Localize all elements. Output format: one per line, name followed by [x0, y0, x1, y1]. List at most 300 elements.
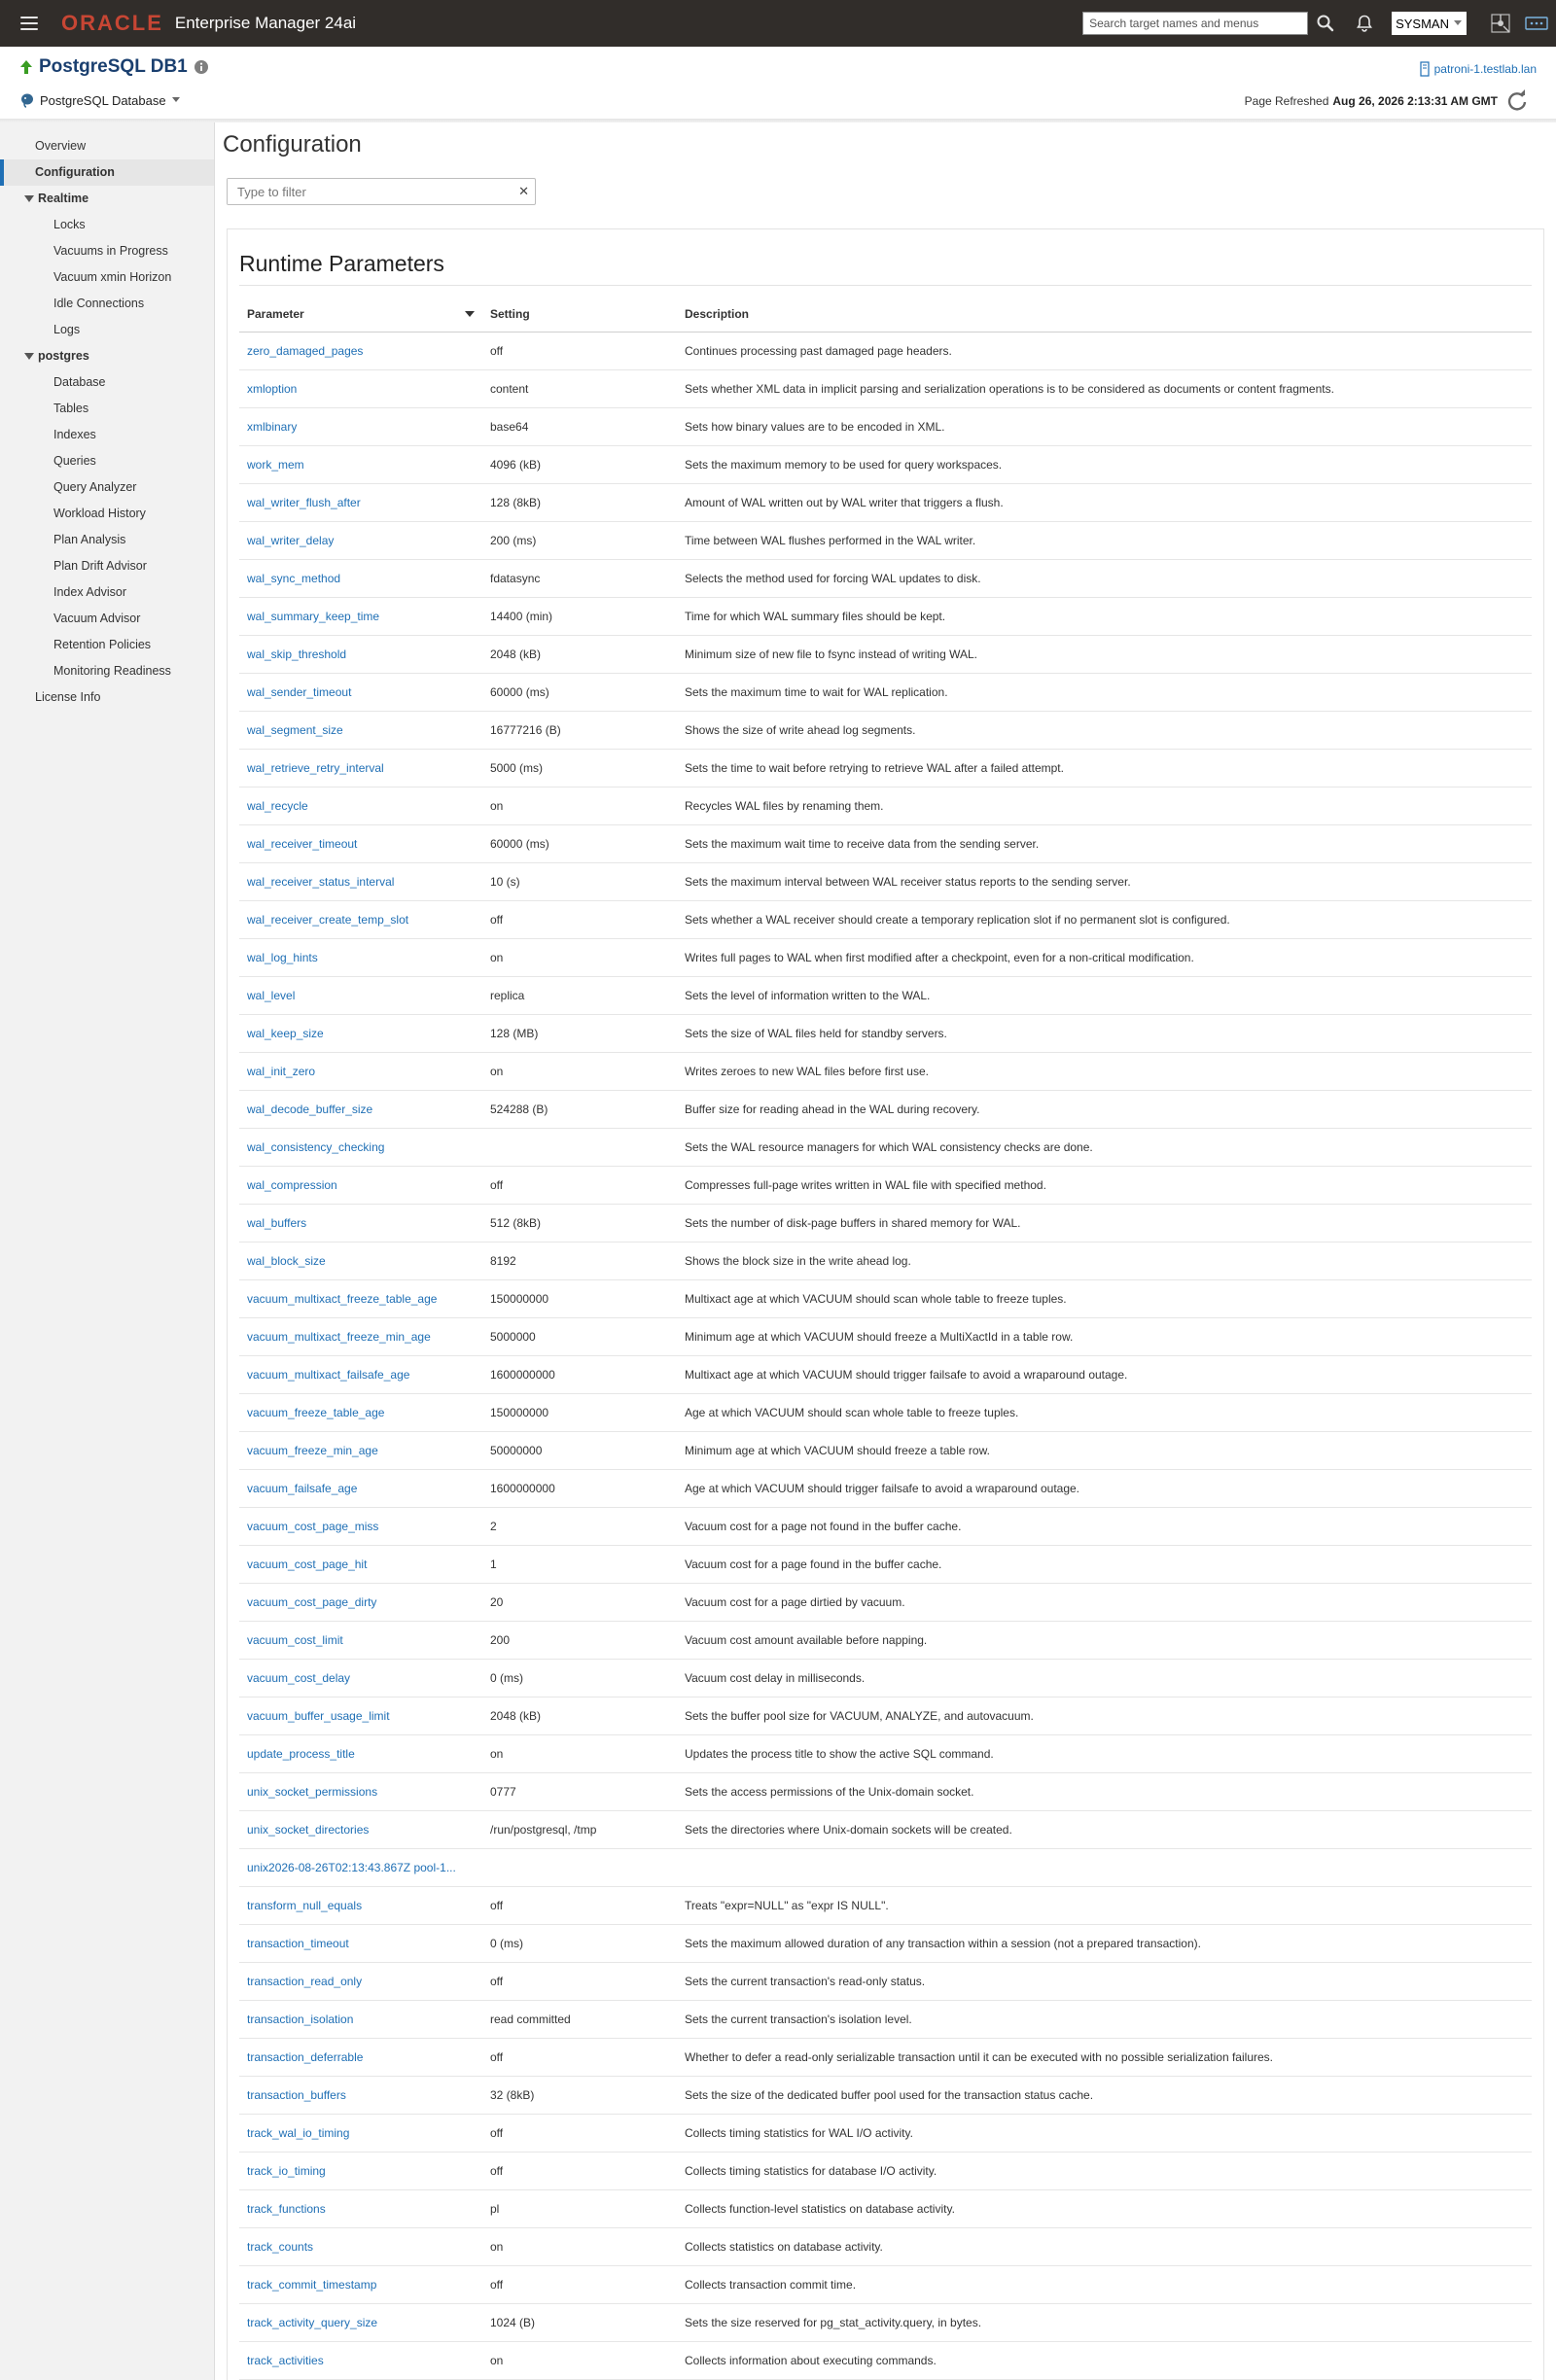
cell-description: Recycles WAL files by renaming them.	[677, 788, 1532, 825]
cell-parameter[interactable]: wal_decode_buffer_size	[239, 1091, 482, 1129]
cell-setting: 200 (ms)	[482, 522, 677, 560]
table-row	[239, 939, 1532, 977]
table-row	[239, 1508, 1532, 1546]
connector-icon[interactable]	[1490, 13, 1511, 34]
cell-parameter[interactable]: wal_consistency_checking	[239, 1129, 482, 1167]
host-link[interactable]	[1420, 61, 1537, 77]
cell-setting: off	[482, 2152, 677, 2190]
table-row	[239, 1849, 1532, 1887]
table-row	[239, 788, 1532, 825]
cell-setting: 150000000	[482, 1394, 677, 1432]
sidebar-item-label: Plan Drift Advisor	[53, 559, 147, 573]
sidebar-item-plan-analysis[interactable]	[0, 527, 214, 553]
table-row	[239, 560, 1532, 598]
cell-setting: /run/postgresql, /tmp	[482, 1811, 677, 1849]
table-row	[239, 1432, 1532, 1470]
cell-setting: 2	[482, 1508, 677, 1546]
target-type-menu[interactable]	[19, 92, 181, 108]
sidebar-item-monitoring-readiness[interactable]	[0, 658, 214, 684]
sidebar-item-workload-history[interactable]	[0, 501, 214, 527]
cell-description: Amount of WAL written out by WAL writer that triggers a flush.	[677, 484, 1532, 522]
target-title	[19, 56, 209, 78]
cell-setting: 4096 (kB)	[482, 446, 677, 484]
sidebar-item-logs[interactable]	[0, 317, 214, 343]
cell-description: Shows the size of write ahead log segments.	[677, 712, 1532, 750]
table-row	[239, 1015, 1532, 1053]
sidebar-item-label: Plan Analysis	[53, 533, 126, 546]
column-header-parameter[interactable]	[239, 297, 482, 332]
table-row	[239, 446, 1532, 484]
cell-parameter[interactable]: wal_writer_flush_after	[239, 484, 482, 522]
global-search-input[interactable]	[1082, 12, 1308, 35]
refresh-label: Page Refreshed	[1244, 94, 1329, 108]
table-row	[239, 370, 1532, 408]
cell-description: Sets the access permissions of the Unix-domain socket.	[677, 1773, 1532, 1811]
cell-description: Selects the method used for forcing WAL updates to disk.	[677, 560, 1532, 598]
cell-parameter[interactable]: transaction_isolation	[239, 2001, 482, 2039]
sidebar-item-label: License Info	[35, 690, 101, 704]
cell-parameter[interactable]: vacuum_cost_limit	[239, 1622, 482, 1660]
sidebar-item-label: Monitoring Readiness	[53, 664, 171, 678]
sidebar-item-label: Index Advisor	[53, 585, 127, 599]
page-title: Configuration	[223, 131, 362, 158]
cell-description: Buffer size for reading ahead in the WAL during recovery.	[677, 1091, 1532, 1129]
table-row	[239, 1546, 1532, 1584]
table-row	[239, 1735, 1532, 1773]
sidebar-item-vacuum-advisor[interactable]	[0, 606, 214, 632]
cell-setting: off	[482, 2039, 677, 2077]
table-row	[239, 1660, 1532, 1698]
cell-setting	[482, 1849, 677, 1887]
sidebar-item-database[interactable]	[0, 369, 214, 396]
page-refreshed	[1245, 89, 1529, 113]
info-icon[interactable]	[194, 59, 209, 75]
postgres-icon	[19, 92, 35, 108]
sidebar-item-label: Idle Connections	[53, 297, 145, 310]
table-row	[239, 712, 1532, 750]
cell-description: Continues processing past damaged page headers.	[677, 332, 1532, 370]
cell-setting: 16777216 (B)	[482, 712, 677, 750]
table-row	[239, 598, 1532, 636]
table-row	[239, 636, 1532, 674]
cell-parameter[interactable]: vacuum_multixact_failsafe_age	[239, 1356, 482, 1394]
sidebar-item-label: Vacuum Advisor	[53, 612, 141, 625]
cell-parameter[interactable]: transaction_timeout	[239, 1925, 482, 1963]
cell-setting: base64	[482, 408, 677, 446]
table-row	[239, 1280, 1532, 1318]
cell-description: Sets whether a WAL receiver should create a temporary replication slot if no permanent slot is configured.	[677, 901, 1532, 939]
cell-setting: 5000000	[482, 1318, 677, 1356]
table-row	[239, 2039, 1532, 2077]
table-header-row	[239, 297, 1532, 332]
filter-input[interactable]	[228, 179, 519, 204]
cell-parameter[interactable]: wal_retrieve_retry_interval	[239, 750, 482, 788]
sidebar-item-license-info[interactable]	[0, 684, 214, 711]
main-content	[214, 122, 1556, 2380]
sidebar-item-vacuums-in-progress[interactable]	[0, 238, 214, 264]
cell-setting: 1600000000	[482, 1356, 677, 1394]
expand-triangle-icon[interactable]	[24, 195, 34, 202]
cell-description: Sets the buffer pool size for VACUUM, ANALYZE, and autovacuum.	[677, 1698, 1532, 1735]
table-row	[239, 408, 1532, 446]
cell-description: Collects information about executing commands.	[677, 2342, 1532, 2380]
table-row	[239, 1167, 1532, 1205]
cell-description: Sets the level of information written to the WAL.	[677, 977, 1532, 1015]
sidebar-item-idle-connections[interactable]	[0, 291, 214, 317]
cell-description: Minimum size of new file to fsync instead of writing WAL.	[677, 636, 1532, 674]
cell-parameter[interactable]: wal_init_zero	[239, 1053, 482, 1091]
cell-parameter[interactable]: xmlbinary	[239, 408, 482, 446]
cell-description: Sets the maximum time to wait for WAL replication.	[677, 674, 1532, 712]
table-row	[239, 825, 1532, 863]
cell-setting: 150000000	[482, 1280, 677, 1318]
app-title: Enterprise Manager 24ai	[174, 14, 357, 32]
cell-parameter[interactable]: unix_socket_permissions	[239, 1773, 482, 1811]
table-row	[239, 1622, 1532, 1660]
sort-caret-icon[interactable]	[465, 311, 475, 317]
refresh-icon[interactable]	[1505, 89, 1529, 113]
table-row	[239, 1584, 1532, 1622]
cell-parameter[interactable]: track_commit_timestamp	[239, 2266, 482, 2304]
top-bar	[0, 0, 1556, 47]
sidebar-item-plan-drift-advisor[interactable]	[0, 553, 214, 579]
cell-parameter[interactable]: track_counts	[239, 2228, 482, 2266]
cell-parameter[interactable]: vacuum_cost_delay	[239, 1660, 482, 1698]
table-row	[239, 484, 1532, 522]
cell-parameter[interactable]: wal_sync_method	[239, 560, 482, 598]
table-row	[239, 1698, 1532, 1735]
cell-parameter[interactable]: track_activity_query_size	[239, 2304, 482, 2342]
cell-setting: on	[482, 1053, 677, 1091]
cell-parameter[interactable]: vacuum_buffer_usage_limit	[239, 1698, 482, 1735]
header-shadow	[0, 119, 1556, 122]
table-row	[239, 522, 1532, 560]
cell-description: Vacuum cost amount available before napping.	[677, 1622, 1532, 1660]
sidebar-item-retention-policies[interactable]	[0, 632, 214, 658]
cell-setting: 200	[482, 1622, 677, 1660]
host-name: patroni-1.testlab.lan	[1433, 62, 1537, 76]
cell-description: Vacuum cost for a page found in the buffer cache.	[677, 1546, 1532, 1584]
up-arrow-icon	[19, 59, 33, 75]
table-row	[239, 2115, 1532, 2152]
sidebar-item-configuration[interactable]	[0, 159, 214, 186]
sidebar-item-query-analyzer[interactable]	[0, 474, 214, 501]
table-row	[239, 674, 1532, 712]
cell-setting: 50000000	[482, 1432, 677, 1470]
sidebar-item-locks[interactable]	[0, 212, 214, 238]
cell-parameter[interactable]: vacuum_multixact_freeze_min_age	[239, 1318, 482, 1356]
user-menu-button[interactable]	[1392, 12, 1467, 35]
cell-description: Whether to defer a read-only serializable transaction until it can be executed with no possible serialization failures.	[677, 2039, 1532, 2077]
cell-parameter[interactable]: wal_receiver_create_temp_slot	[239, 901, 482, 939]
cell-description: Sets how binary values are to be encoded in XML.	[677, 408, 1532, 446]
sidebar-item-label: Logs	[53, 323, 81, 336]
sidebar-item-label: Locks	[53, 218, 86, 231]
table-row	[239, 901, 1532, 939]
table-row	[239, 2077, 1532, 2115]
sidebar-item-label: Vacuums in Progress	[53, 244, 168, 258]
cell-description: Sets the size of WAL files held for standby servers.	[677, 1015, 1532, 1053]
refresh-time: Aug 26, 2026 2:13:31 AM GMT	[1332, 94, 1498, 108]
cell-setting: 8192	[482, 1242, 677, 1280]
cell-setting: 128 (MB)	[482, 1015, 677, 1053]
sidebar-item-label: Workload History	[53, 507, 146, 520]
cell-setting: 14400 (min)	[482, 598, 677, 636]
sidebar-item-label: Vacuum xmin Horizon	[53, 270, 172, 284]
cell-setting: off	[482, 1963, 677, 2001]
sidebar-item-label: Indexes	[53, 428, 96, 441]
table-row	[239, 2190, 1532, 2228]
sidebar-item-overview[interactable]	[0, 133, 214, 159]
search-icon[interactable]	[1314, 12, 1337, 35]
cell-parameter[interactable]: track_functions	[239, 2190, 482, 2228]
cell-setting: 0 (ms)	[482, 1660, 677, 1698]
cell-setting: on	[482, 2342, 677, 2380]
cell-parameter[interactable]: zero_damaged_pages	[239, 332, 482, 370]
chevron-down-icon	[1453, 19, 1463, 27]
table-row	[239, 1811, 1532, 1849]
cell-setting: 60000 (ms)	[482, 674, 677, 712]
cell-setting: 1600000000	[482, 1470, 677, 1508]
cell-setting: 524288 (B)	[482, 1091, 677, 1129]
cell-description: Updates the process title to show the active SQL command.	[677, 1735, 1532, 1773]
expand-triangle-icon[interactable]	[24, 353, 34, 360]
cell-setting: 0 (ms)	[482, 1925, 677, 1963]
section-divider	[239, 285, 1532, 286]
cell-description: Minimum age at which VACUUM should freeze a MultiXactId in a table row.	[677, 1318, 1532, 1356]
cell-setting: 20	[482, 1584, 677, 1622]
sidebar-item-realtime[interactable]	[0, 186, 214, 212]
table-row	[239, 2228, 1532, 2266]
cell-description: Collects statistics on database activity.	[677, 2228, 1532, 2266]
cell-setting: off	[482, 2266, 677, 2304]
host-icon	[1420, 61, 1430, 77]
table-row	[239, 863, 1532, 901]
cell-description: Sets the maximum wait time to receive data from the sending server.	[677, 825, 1532, 863]
target-type-label: PostgreSQL Database	[40, 92, 166, 108]
sidebar-item-label: postgres	[38, 349, 89, 363]
cell-description: Sets the current transaction's read-only status.	[677, 1963, 1532, 2001]
sidebar-item-index-advisor[interactable]	[0, 579, 214, 606]
cell-description: Treats "expr=NULL" as "expr IS NULL".	[677, 1887, 1532, 1925]
cell-parameter[interactable]: track_activities	[239, 2342, 482, 2380]
cell-parameter[interactable]: wal_summary_keep_time	[239, 598, 482, 636]
cell-setting: on	[482, 2228, 677, 2266]
cell-parameter[interactable]: unix2026-08-26T02:13:43.867Z pool-1...	[239, 1849, 482, 1887]
table-row	[239, 1394, 1532, 1432]
column-label: Parameter	[247, 307, 304, 321]
cell-setting: off	[482, 332, 677, 370]
table-row	[239, 1129, 1532, 1167]
cell-description: Sets the time to wait before retrying to retrieve WAL after a failed attempt.	[677, 750, 1532, 788]
table-row	[239, 2001, 1532, 2039]
cell-description: Vacuum cost delay in milliseconds.	[677, 1660, 1532, 1698]
cell-description: Age at which VACUUM should scan whole table to freeze tuples.	[677, 1394, 1532, 1432]
sidebar-item-label: Realtime	[38, 192, 89, 205]
cell-description: Collects transaction commit time.	[677, 2266, 1532, 2304]
cell-parameter[interactable]: unix_socket_directories	[239, 1811, 482, 1849]
cell-setting: on	[482, 939, 677, 977]
cell-parameter[interactable]: wal_keep_size	[239, 1015, 482, 1053]
cell-parameter[interactable]: track_wal_io_timing	[239, 2115, 482, 2152]
cell-description: Collects function-level statistics on database activity.	[677, 2190, 1532, 2228]
filter-box	[227, 178, 536, 205]
sidebar-item-indexes[interactable]	[0, 422, 214, 448]
page-layout	[0, 120, 1556, 2380]
cell-description: Sets the directories where Unix-domain sockets will be created.	[677, 1811, 1532, 1849]
cell-setting	[482, 1129, 677, 1167]
target-name[interactable]: PostgreSQL DB1	[39, 56, 188, 77]
cell-description: Sets whether XML data in implicit parsing and serialization operations is to be considered as documents or content fragments.	[677, 370, 1532, 408]
cell-setting: pl	[482, 2190, 677, 2228]
cell-parameter[interactable]: wal_block_size	[239, 1242, 482, 1280]
cell-setting: 1024 (B)	[482, 2304, 677, 2342]
cell-parameter[interactable]: wal_log_hints	[239, 939, 482, 977]
cell-parameter[interactable]: vacuum_failsafe_age	[239, 1470, 482, 1508]
sidebar-item-queries[interactable]	[0, 448, 214, 474]
cell-description: Sets the WAL resource managers for which WAL consistency checks are done.	[677, 1129, 1532, 1167]
cell-setting: 2048 (kB)	[482, 636, 677, 674]
sidebar-item-label: Queries	[53, 454, 96, 468]
table-row	[239, 2342, 1532, 2380]
cell-parameter[interactable]: wal_receiver_timeout	[239, 825, 482, 863]
cell-setting: 2048 (kB)	[482, 1698, 677, 1735]
cell-setting: replica	[482, 977, 677, 1015]
cell-setting: 128 (8kB)	[482, 484, 677, 522]
cell-parameter[interactable]: wal_skip_threshold	[239, 636, 482, 674]
cell-description: Collects timing statistics for database I/O activity.	[677, 2152, 1532, 2190]
apps-icon[interactable]	[1525, 12, 1548, 35]
table-row	[239, 2152, 1532, 2190]
cell-setting: 32 (8kB)	[482, 2077, 677, 2115]
cell-setting: 10 (s)	[482, 863, 677, 901]
cell-parameter[interactable]: wal_recycle	[239, 788, 482, 825]
column-header-description[interactable]: Description	[677, 297, 1532, 332]
cell-parameter[interactable]: wal_segment_size	[239, 712, 482, 750]
table-row	[239, 1773, 1532, 1811]
table-row	[239, 1470, 1532, 1508]
cell-description: Multixact age at which VACUUM should scan whole table to freeze tuples.	[677, 1280, 1532, 1318]
cell-description: Sets the maximum memory to be used for query workspaces.	[677, 446, 1532, 484]
table-row	[239, 977, 1532, 1015]
cell-parameter[interactable]: vacuum_cost_page_dirty	[239, 1584, 482, 1622]
cell-setting: off	[482, 2115, 677, 2152]
cell-parameter[interactable]: xmloption	[239, 370, 482, 408]
sidebar-item-vacuum-xmin-horizon[interactable]	[0, 264, 214, 291]
table-row	[239, 2304, 1532, 2342]
cell-setting: on	[482, 788, 677, 825]
cell-parameter[interactable]: wal_sender_timeout	[239, 674, 482, 712]
cell-parameter[interactable]: transform_null_equals	[239, 1887, 482, 1925]
cell-description: Sets the current transaction's isolation level.	[677, 2001, 1532, 2039]
sidebar-item-label: Overview	[35, 139, 87, 153]
table-row	[239, 1205, 1532, 1242]
cell-description: Vacuum cost for a page not found in the buffer cache.	[677, 1508, 1532, 1546]
section-title: Runtime Parameters	[239, 251, 444, 276]
cell-setting: off	[482, 901, 677, 939]
cell-description: Minimum age at which VACUUM should freeze a table row.	[677, 1432, 1532, 1470]
cell-parameter[interactable]: transaction_buffers	[239, 2077, 482, 2115]
cell-setting: 5000 (ms)	[482, 750, 677, 788]
sidebar-item-label: Configuration	[35, 165, 115, 179]
cell-parameter[interactable]: vacuum_multixact_freeze_table_age	[239, 1280, 482, 1318]
target-header	[0, 47, 1556, 120]
cell-description: Writes zeroes to new WAL files before first use.	[677, 1053, 1532, 1091]
cell-setting: off	[482, 1887, 677, 1925]
cell-parameter[interactable]: wal_buffers	[239, 1205, 482, 1242]
cell-setting: on	[482, 1735, 677, 1773]
cell-parameter[interactable]: track_io_timing	[239, 2152, 482, 2190]
cell-parameter[interactable]: work_mem	[239, 446, 482, 484]
cell-parameter[interactable]: vacuum_cost_page_miss	[239, 1508, 482, 1546]
cell-setting: 0777	[482, 1773, 677, 1811]
cell-parameter[interactable]: wal_receiver_status_interval	[239, 863, 482, 901]
cell-setting: read committed	[482, 2001, 677, 2039]
cell-parameter[interactable]: vacuum_freeze_min_age	[239, 1432, 482, 1470]
cell-description: Writes full pages to WAL when first modified after a checkpoint, even for a non-critical modification.	[677, 939, 1532, 977]
cell-description: Multixact age at which VACUUM should trigger failsafe to avoid a wraparound outage.	[677, 1356, 1532, 1394]
table-row	[239, 1925, 1532, 1963]
cell-parameter[interactable]: wal_compression	[239, 1167, 482, 1205]
cell-parameter[interactable]: vacuum_cost_page_hit	[239, 1546, 482, 1584]
column-header-setting[interactable]: Setting	[482, 297, 677, 332]
sidebar-nav	[0, 120, 214, 2380]
table-row	[239, 1242, 1532, 1280]
table-row	[239, 1053, 1532, 1091]
sidebar-item-label: Query Analyzer	[53, 480, 137, 494]
cell-setting: content	[482, 370, 677, 408]
cell-parameter[interactable]: vacuum_freeze_table_age	[239, 1394, 482, 1432]
cell-description: Sets the number of disk-page buffers in shared memory for WAL.	[677, 1205, 1532, 1242]
table-row	[239, 1887, 1532, 1925]
cell-parameter[interactable]: update_process_title	[239, 1735, 482, 1773]
sidebar-item-label: Database	[53, 375, 106, 389]
cell-description: Sets the maximum interval between WAL receiver status reports to the sending server.	[677, 863, 1532, 901]
top-bar-actions	[1082, 0, 1556, 47]
hamburger-icon[interactable]	[20, 17, 38, 30]
table-row	[239, 750, 1532, 788]
sidebar-item-label: Tables	[53, 402, 89, 415]
runtime-parameters-panel	[227, 228, 1544, 2380]
table-row	[239, 332, 1532, 370]
oracle-logo[interactable]: ORACLE	[61, 11, 163, 35]
cell-parameter[interactable]: wal_writer_delay	[239, 522, 482, 560]
bell-icon[interactable]	[1353, 12, 1376, 35]
cell-setting: fdatasync	[482, 560, 677, 598]
cell-description: Collects timing statistics for WAL I/O activity.	[677, 2115, 1532, 2152]
user-name: SYSMAN	[1396, 16, 1449, 31]
cell-description: Sets the maximum allowed duration of any transaction within a session (not a prepared transaction).	[677, 1925, 1532, 1963]
sidebar-item-postgres[interactable]	[0, 343, 214, 369]
cell-parameter[interactable]: wal_level	[239, 977, 482, 1015]
cell-description: Vacuum cost for a page dirtied by vacuum.	[677, 1584, 1532, 1622]
cell-description: Sets the size of the dedicated buffer pool used for the transaction status cache.	[677, 2077, 1532, 2115]
cell-setting: 512 (8kB)	[482, 1205, 677, 1242]
table-row	[239, 1318, 1532, 1356]
cell-setting: 60000 (ms)	[482, 825, 677, 863]
cell-description: Sets the size reserved for pg_stat_activity.query, in bytes.	[677, 2304, 1532, 2342]
cell-parameter[interactable]: transaction_deferrable	[239, 2039, 482, 2077]
sidebar-item-tables[interactable]	[0, 396, 214, 422]
sidebar-item-label: Retention Policies	[53, 638, 152, 651]
cell-description: Shows the block size in the write ahead log.	[677, 1242, 1532, 1280]
chevron-down-icon	[171, 96, 181, 104]
clear-icon[interactable]: ✕	[518, 184, 529, 198]
cell-parameter[interactable]: transaction_read_only	[239, 1963, 482, 2001]
table-row	[239, 1963, 1532, 2001]
runtime-parameters-table	[239, 297, 1532, 2380]
cell-description: Age at which VACUUM should trigger failsafe to avoid a wraparound outage.	[677, 1470, 1532, 1508]
